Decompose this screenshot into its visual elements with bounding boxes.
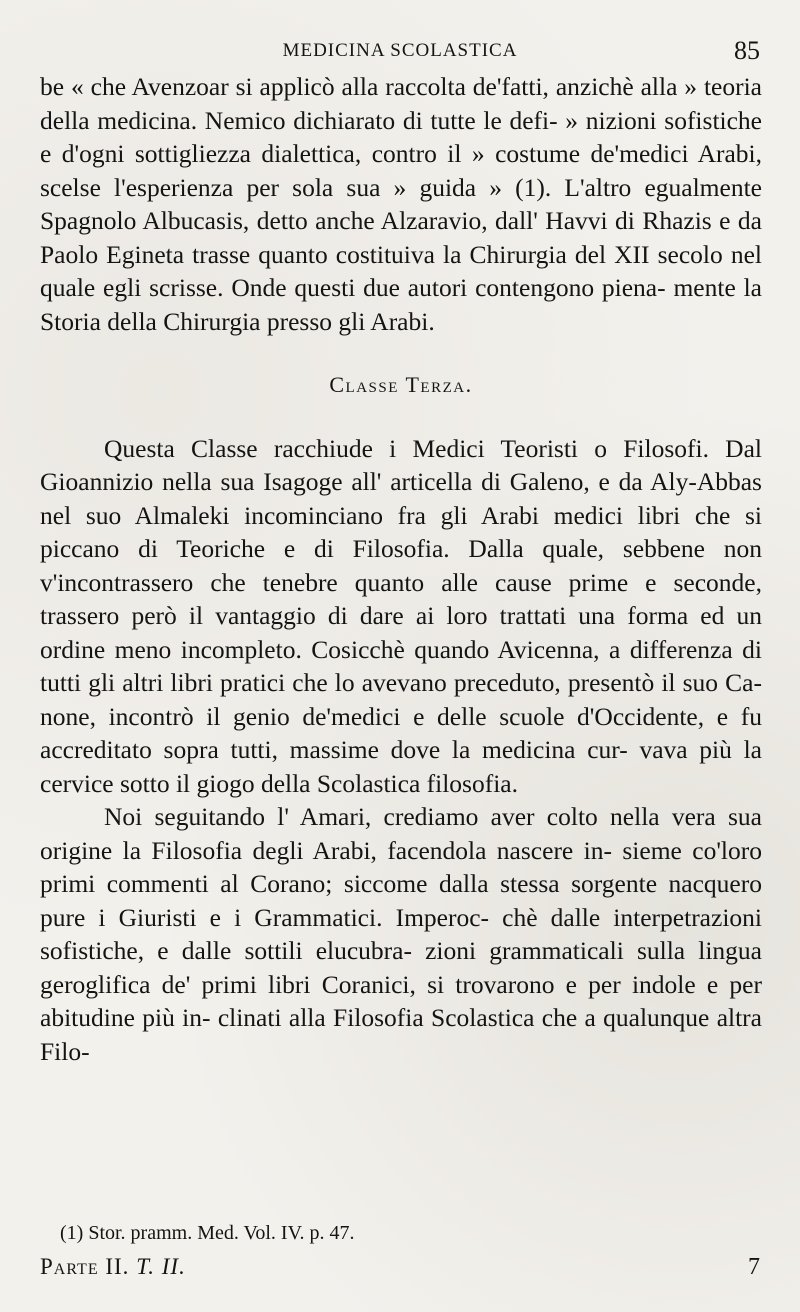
paragraph-1: be « che Avenzoar si applicò alla raccolta de'fatti, anzichè alla » teoria della medicina. Nemico dichiarato di tutte le defi- » nizioni sofistiche e d'ogni sottigliezza dialettica, contro il » costume de'medici Arabi, scelse l'esperienza per sola sua » guida » (1). L'altro egualmente Spagnolo Albucasis, detto anche Alzaravio, dall' Havvi di Rhazis e da Paolo Egineta trasse quanto costituiva la Chirurgia del XII secolo nel quale egli scrisse. Onde questi due autori contengono piena- mente la Storia della Chirurgia presso gli Arabi. xyxy=(40,72,762,336)
page-number: 85 xyxy=(734,36,760,65)
running-title: MEDICINA SCOLASTICA xyxy=(282,40,518,61)
paragraph-3: Noi seguitando l' Amari, crediamo aver colto nella vera sua origine la Filosofia degli Arabi, facendola nascere in- sieme co'loro primi commenti al Corano; siccome dalla stessa sorgente nacquero pure i Giuristi e i Grammatici. Imperoc- chè dalle interpetrazioni sofistiche, e dalle sottili elucubra- zioni grammaticali sulla lingua geroglifica de' primi libri Coranici, si trovarono e per indole e per abitudine più in- clinati alla Filosofia Scolastica che a qualunque altra Filo- xyxy=(40,802,762,1066)
running-head xyxy=(40,36,760,66)
signature-sheet-number: 7 xyxy=(748,1254,760,1280)
signature-part-number: II. xyxy=(105,1254,130,1279)
body-text xyxy=(40,70,762,1068)
signature-line xyxy=(40,1254,760,1288)
signature-tome: T. II. xyxy=(136,1254,186,1279)
footnote: (1) Stor. pramm. Med. Vol. IV. p. 47. xyxy=(60,1222,355,1244)
paragraph-2: Questa Classe racchiude i Medici Teoristi o Filosofi. Dal Gioannizio nella sua Isagoge all' articella di Galeno, e da Aly-Abbas nel suo Almaleki incominciano fra gli Arabi medici libri che si piccano di Teoriche e di Filosofia. Dalla quale, sebbene non v'incontrassero che tenebre quanto alle cause prime e seconde, trassero però il vantaggio di dare ai loro trattati una forma ed un ordine meno incompleto. Cosicchè quando Avicenna, a differenza di tutti gli altri libri pratici che lo avevano preceduto, presentò il suo Ca- none, incontrò il genio de'medici e delle scuole d'Occidente, e fu accreditato sopra tutti, massime dove la medicina cur- vava più la cervice sotto il giogo della Scolastica filosofia. xyxy=(40,433,762,798)
signature-part xyxy=(40,1254,186,1280)
section-heading: Classe Terza. xyxy=(329,372,473,397)
signature-part-label: Parte xyxy=(40,1254,99,1279)
